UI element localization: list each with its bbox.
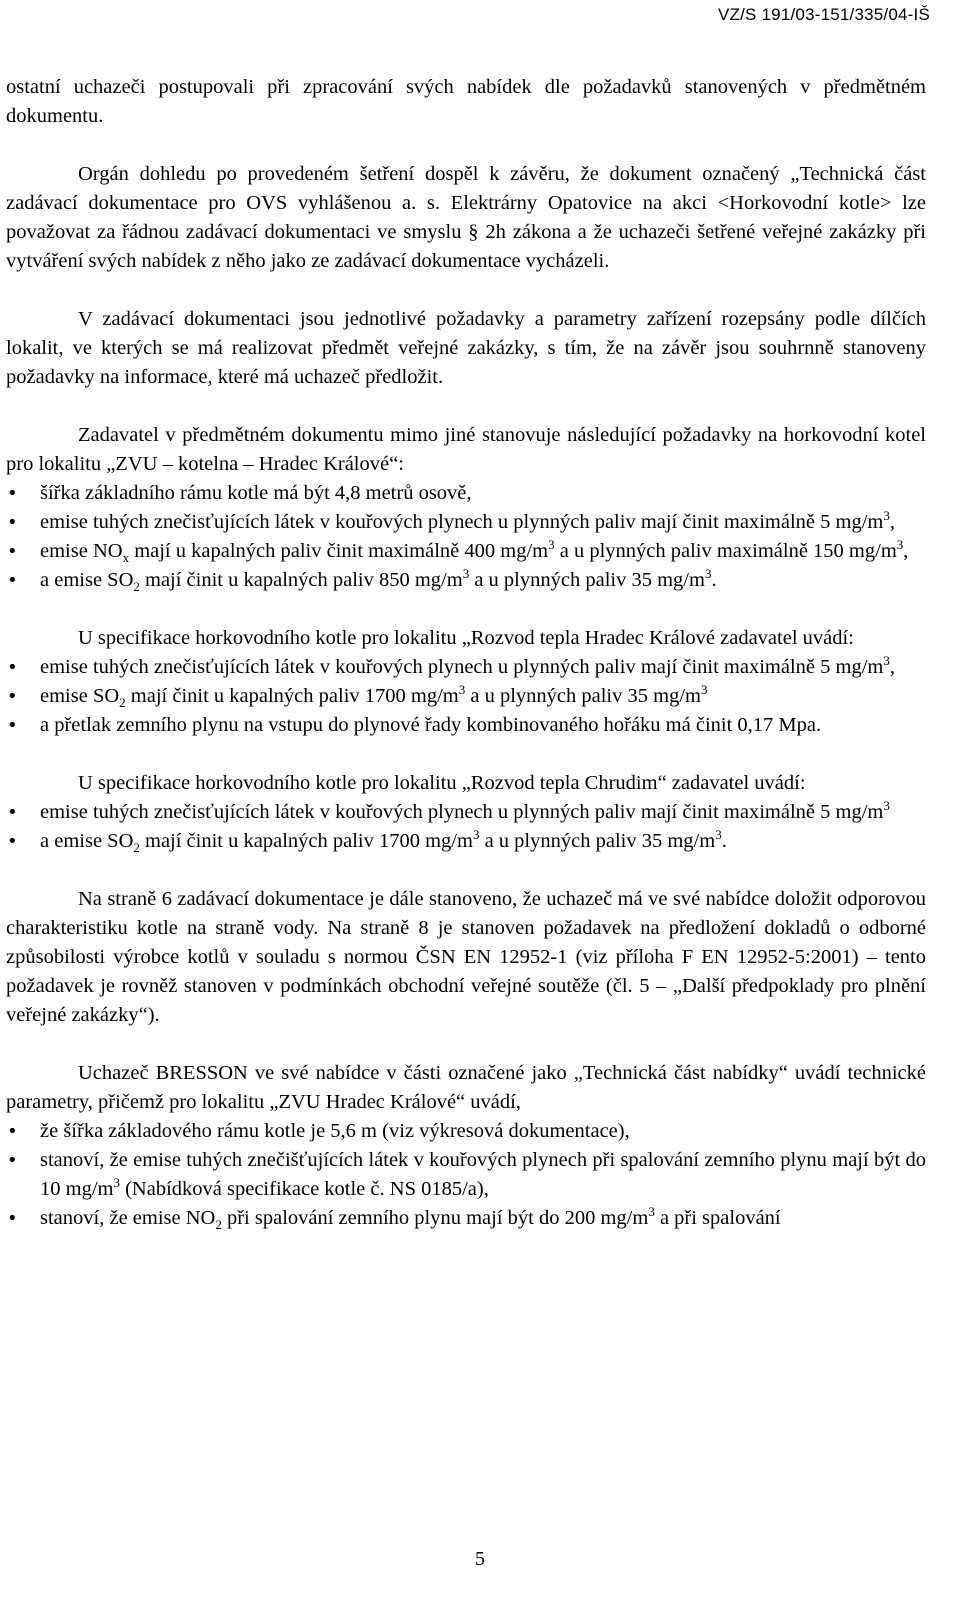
- list-item: • emise tuhých znečisťujících látek v kouřových plynech u plynných paliv mají činit maximálně 5 $mg/m^3$: [6, 798, 926, 827]
- list-item: • emise $SO_2$ mají činit u kapalných paliv 1700 $mg/m^3$ a u plynných paliv 35 $mg/m^3$: [6, 682, 926, 711]
- paragraph-1: ostatní uchazeči postupovali při zpracování svých nabídek dle požadavků stanovených v předmětném dokumentu.: [6, 76, 926, 127]
- bidder-parameters-list: [6, 1117, 926, 1233]
- paragraph-2: Orgán dohledu po provedeném šetření dospěl k závěru, že dokument označený „Technická část zadávací dokumentace pro OVS vyhlášenou a. s. Elektrárny Opatovice na akci <Horkovodní kotle> lze považovat za řádnou zadávací dokumentaci ve smyslu § 2h zákona a že uchazeči šetřené veřejné zakázky při vytváření svých nabídek z něho jako ze zadávací dokumentace vycházeli.: [6, 163, 926, 272]
- paragraph-5: U specifikace horkovodního kotle pro lokalitu „Rozvod tepla Hradec Králové zadavatel uvádí:: [78, 627, 854, 649]
- requirements-list-hk: [6, 653, 926, 740]
- list-item: • a přetlak zemního plynu na vstupu do plynové řady kombinovaného hořáku má činit 0,17 Mpa.: [6, 711, 926, 740]
- document-body: [6, 73, 926, 1233]
- list-item: • a emise $SO_2$ mají činit u kapalných paliv 850 $mg/m^3$ a u plynných paliv 35 $mg/m^3$.: [6, 566, 926, 595]
- paragraph-7: Na straně 6 zadávací dokumentace je dále stanoveno, že uchazeč má ve své nabídce doložit odporovou charakteristiku kotle na straně vody. Na straně 8 je stanoven požadavek na předložení dokladů o odborné způsobilosti výrobce kotlů v souladu s normou ČSN EN 12952-1 (viz příloha F EN 12952-5:2001) – tento požadavek je rovněž stanoven v podmínkách obchodní veřejné soutěže (čl. 5 – „Další předpoklady pro plnění veřejné zakázky“).: [6, 888, 926, 1026]
- paragraph-6: U specifikace horkovodního kotle pro lokalitu „Rozvod tepla Chrudim“ zadavatel uvádí:: [78, 772, 806, 794]
- paragraph-8: Uchazeč BRESSON ve své nabídce v části označené jako „Technická část nabídky“ uvádí technické parametry, přičemž pro lokalitu „ZVU Hradec Králové“ uvádí,: [6, 1062, 926, 1113]
- requirements-list-zvu: [6, 479, 926, 595]
- paragraph-3: V zadávací dokumentaci jsou jednotlivé požadavky a parametry zařízení rozepsány podle dílčích lokalit, ve kterých se má realizovat předmět veřejné zakázky, s tím, že na závěr jsou souhrnně stanoveny požadavky na informace, které má uchazeč předložit.: [6, 308, 926, 388]
- list-item: • stanoví, že emise tuhých znečišťujících látek v kouřových plynech při spalování zemního plynu mají být do 10 $mg/m^3$ (Nabídková specifikace kotle č. NS 0185/a),: [6, 1146, 926, 1204]
- list-item: • emise tuhých znečisťujících látek v kouřových plynech u plynných paliv mají činit maximálně 5 $mg/m^3$,: [6, 653, 926, 682]
- list-item: • emise tuhých znečisťujících látek v kouřových plynech u plynných paliv mají činit maximálně 5 $mg/m^3$,: [6, 508, 926, 537]
- list-item: • emise $NO_x$ mají u kapalných paliv činit maximálně 400 $mg/m^3$ a u plynných paliv maximálně 150 $mg/m^3$,: [6, 537, 926, 566]
- document-reference: VZ/S 191/03-151/335/04-IŠ: [718, 5, 930, 24]
- list-item: • stanoví, že emise $NO_2$ při spalování zemního plynu mají být do 200 $mg/m^3$ a při spalování: [6, 1204, 926, 1233]
- list-item: • že šířka základového rámu kotle je 5,6 m (viz výkresová dokumentace),: [6, 1117, 926, 1146]
- page-number: 5: [475, 1548, 485, 1570]
- list-item: • a emise $SO_2$ mají činit u kapalných paliv 1700 $mg/m^3$ a u plynných paliv 35 $mg/m^3$.: [6, 827, 926, 856]
- list-item: • šířka základního rámu kotle má být 4,8 metrů osově,: [6, 479, 926, 508]
- requirements-list-chrudim: [6, 798, 926, 856]
- paragraph-4: Zadavatel v předmětném dokumentu mimo jiné stanovuje následující požadavky na horkovodní kotel pro lokalitu „ZVU – kotelna – Hradec Králové“:: [6, 424, 926, 475]
